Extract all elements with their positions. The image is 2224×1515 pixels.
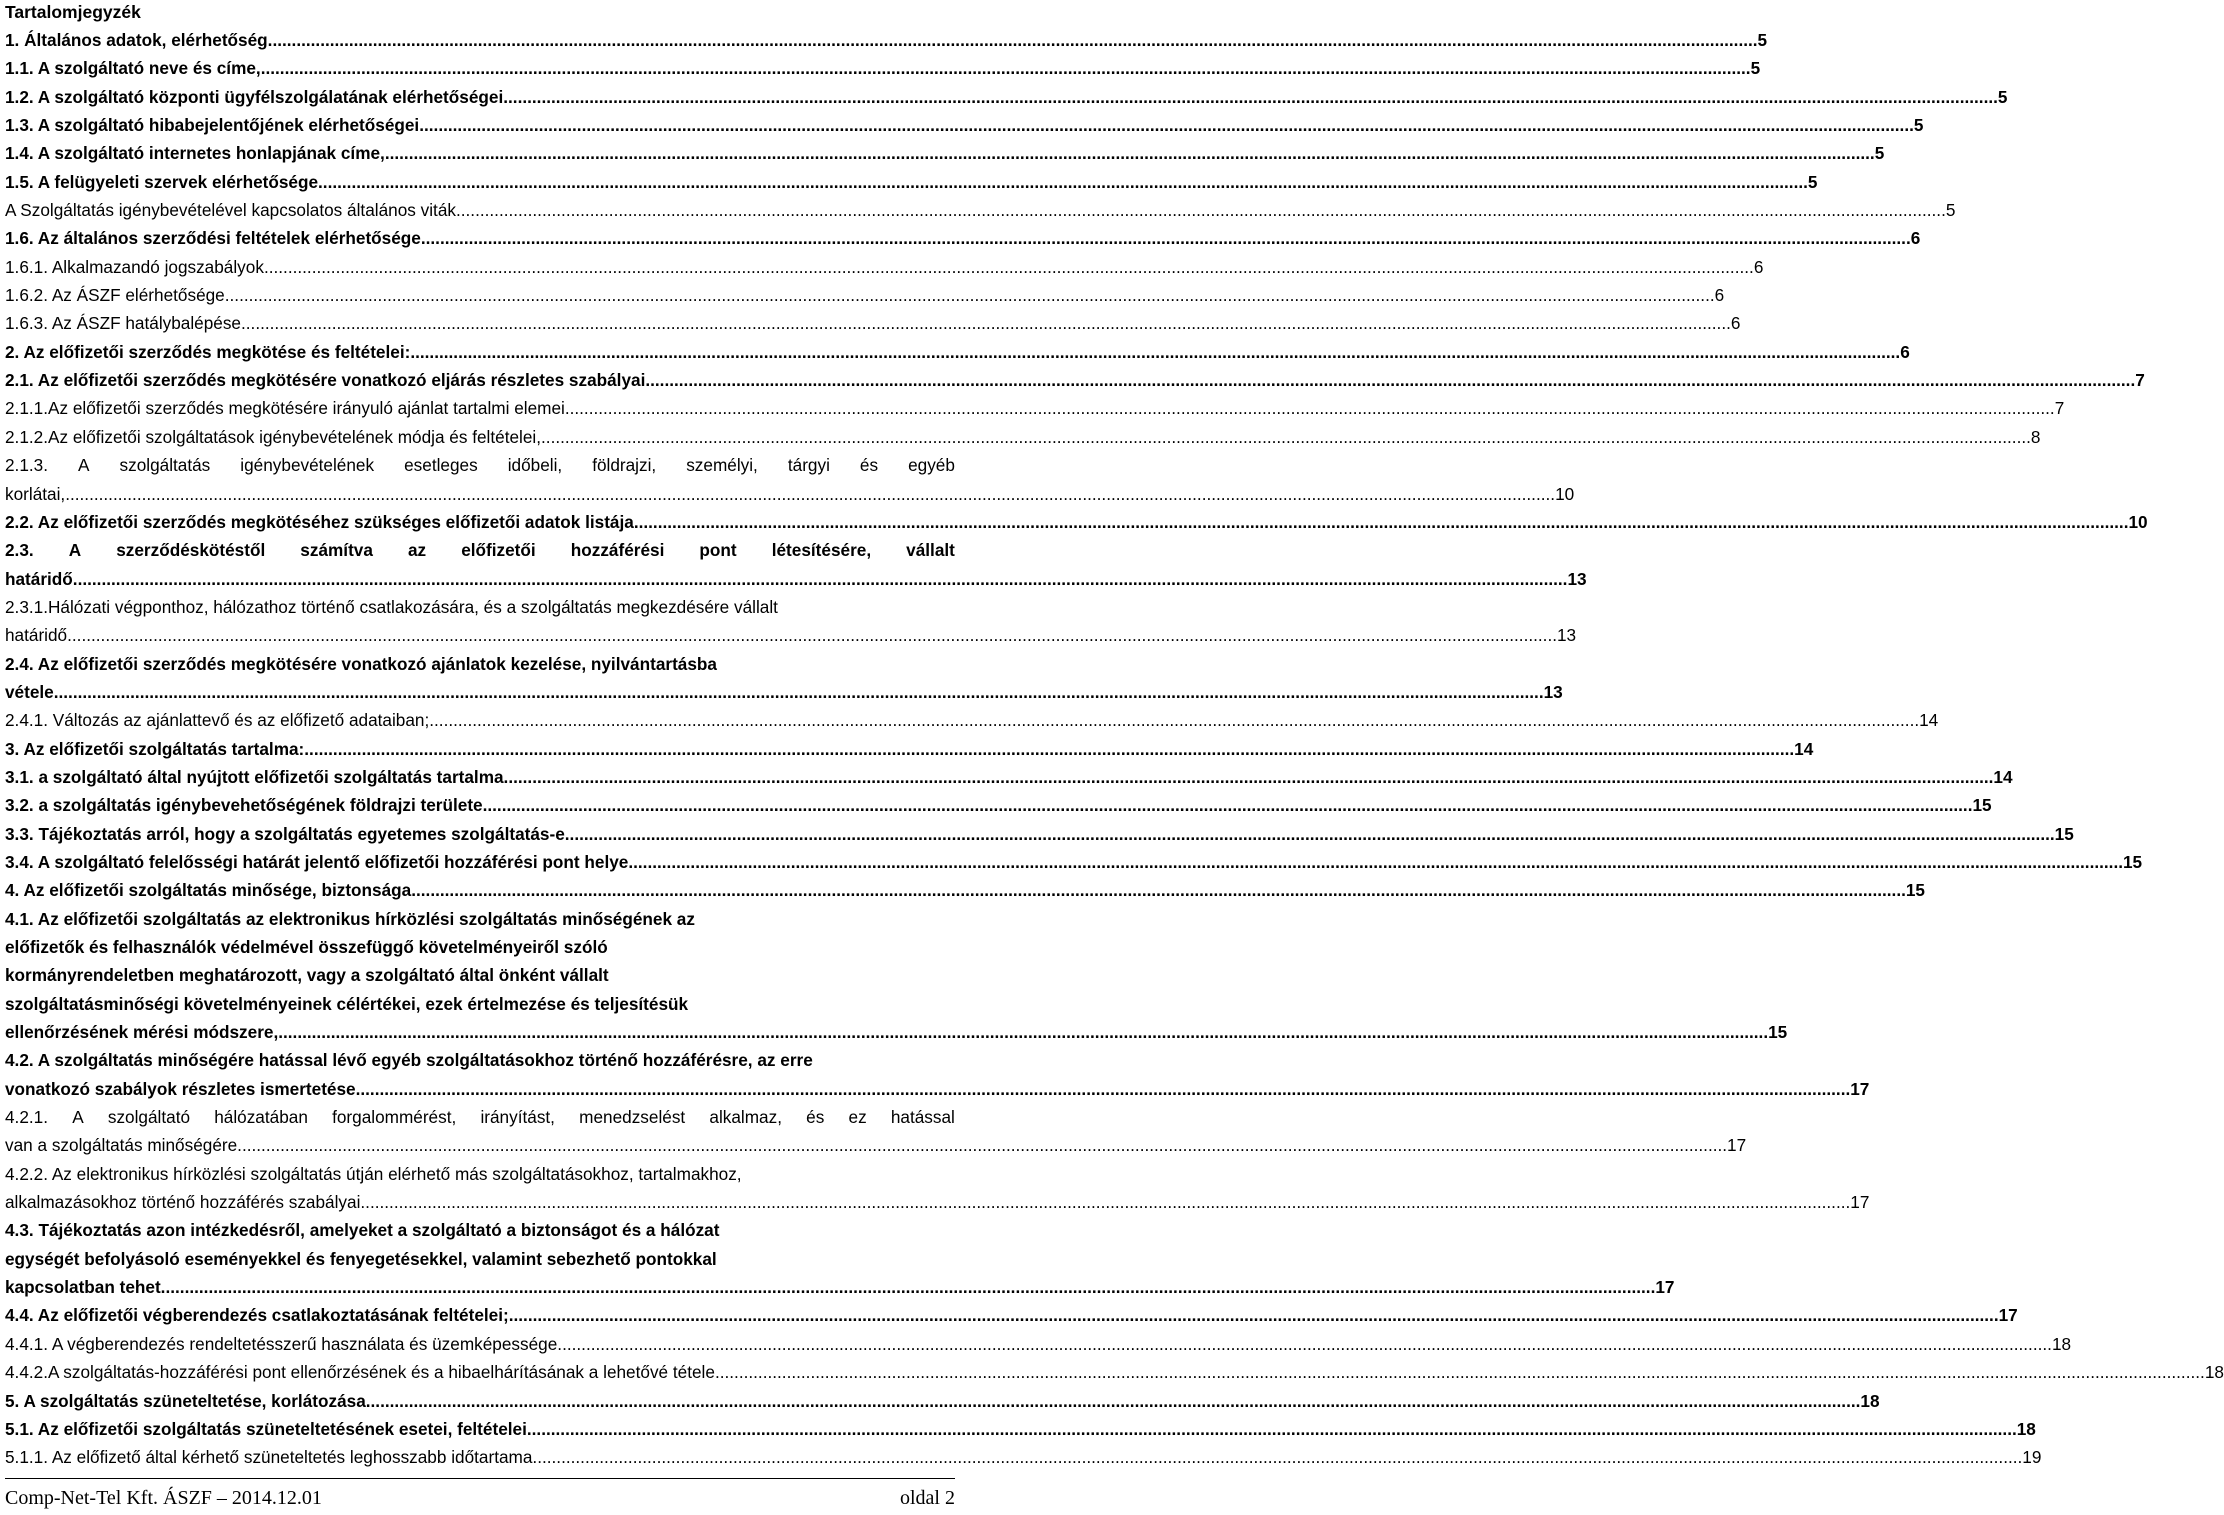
toc-leader-dots xyxy=(508,83,1998,111)
toc-entry-page: 5 xyxy=(1913,115,1924,136)
toc-entry-title: határidő xyxy=(5,625,68,646)
toc-leader-dots xyxy=(371,1387,1861,1415)
toc-entry-page: 15 xyxy=(1768,1022,1788,1043)
toc-entry-line: előfizetők és felhasználók védelmével összefüggő követelményeiről szóló xyxy=(5,937,608,957)
toc-entry[interactable] xyxy=(5,820,2074,848)
footer-company: Comp-Net-Tel Kft. ÁSZF – 2014.12.01 xyxy=(5,1487,322,1509)
toc-entry-title: korlátai, xyxy=(5,483,66,504)
toc-entry[interactable] xyxy=(5,54,1761,82)
toc-entry-title: 1.5. A felügyeleti szervek elérhetősége xyxy=(5,171,319,192)
toc-entry-page: 17 xyxy=(1850,1078,1870,1099)
toc-entry-title: határidő. xyxy=(5,568,78,589)
toc-entry-title: 4. Az előfizetői szolgáltatás minősége, biztonsága. xyxy=(5,880,416,901)
toc-entry-continuation[interactable] xyxy=(5,565,1587,593)
toc-list xyxy=(5,26,2224,1472)
toc-entry-line[interactable] xyxy=(5,593,955,621)
toc-leader-dots xyxy=(532,1443,2022,1471)
toc-entry[interactable] xyxy=(5,1330,2072,1358)
toc-entry-title: 4.4.2.A szolgáltatás-hozzáférési pont ellenőrzésének és a hibaelhárításának a lehetővé tétele xyxy=(5,1362,715,1383)
toc-entry-word: A xyxy=(78,455,90,476)
toc-leader-dots xyxy=(268,26,1758,54)
toc-title: Tartalomjegyzék xyxy=(5,2,141,22)
toc-entry-word: pont xyxy=(699,540,737,561)
toc-entry-title: 4.4.1. A végberendezés rendeltetésszerű használata és üzemképessége. xyxy=(5,1333,563,1354)
toc-entry-line[interactable] xyxy=(5,1216,955,1244)
toc-entry[interactable] xyxy=(5,706,1939,734)
toc-entry-word: 2.1.3. xyxy=(5,455,49,476)
toc-entry-word: tárgyi xyxy=(787,455,830,476)
toc-entry-line: kormányrendeletben meghatározott, vagy a szolgáltató által önként vállalt xyxy=(5,965,609,986)
toc-leader-dots xyxy=(65,480,1555,508)
toc-entry-title: 1.6.1. Alkalmazandó jogszabályok xyxy=(5,256,264,277)
toc-entry-page: 6 xyxy=(1900,341,1910,362)
toc-entry-page: 5 xyxy=(1997,86,2008,107)
toc-leader-dots xyxy=(304,735,1794,763)
toc-entry-page: 10 xyxy=(2128,511,2148,532)
toc-leader-dots xyxy=(715,1358,2205,1386)
toc-entry-title: 3. Az előfizetői szolgáltatás tartalma: xyxy=(5,738,305,759)
toc-entry-word: időbeli, xyxy=(507,455,563,476)
toc-entry[interactable] xyxy=(5,1443,2042,1471)
toc-entry-page: 14 xyxy=(1993,766,2013,787)
toc-entry-page: 5 xyxy=(1757,30,1768,50)
toc-entry-word: szolgáltatás xyxy=(119,455,211,476)
toc-leader-dots xyxy=(225,281,1715,309)
toc-entry[interactable] xyxy=(5,338,1910,366)
toc-entry-word: személyi, xyxy=(686,455,758,476)
toc-entry-line: szolgáltatásminőségi követelményeinek célértékei, ezek értelmezése és teljesítésük xyxy=(5,993,689,1014)
toc-leader-dots xyxy=(541,423,2031,451)
toc-entry-page: 14 xyxy=(1919,710,1939,731)
toc-entry-page: 15 xyxy=(2054,823,2074,844)
toc-entry-word: 2.3. xyxy=(5,540,34,561)
toc-entry-page: 17 xyxy=(1655,1277,1675,1298)
toc-entry-title: 2.3.1.Hálózati végponthoz, hálózathoz történő csatlakozására, és a szolgáltatás megkezdésére vállalt xyxy=(5,596,778,617)
toc-entry-title: 2.1.1.Az előfizetői szerződés megkötésére irányuló ajánlat tartalmi elemei xyxy=(5,398,565,419)
toc-leader-dots xyxy=(261,54,1751,82)
toc-entry-page: 18 xyxy=(2204,1362,2224,1383)
toc-entry-title: A Szolgáltatás igénybevételével kapcsolatos általános viták xyxy=(5,200,456,221)
toc-entry-page: 6 xyxy=(1910,228,1921,249)
toc-entry-page: 7 xyxy=(2054,398,2065,419)
toc-entry-continuation[interactable] xyxy=(5,1018,1788,1046)
toc-leader-dots xyxy=(456,196,1946,224)
toc-entry-line[interactable] xyxy=(5,905,955,933)
page-footer xyxy=(5,1485,955,1511)
toc-leader-dots xyxy=(565,394,2055,422)
toc-entry-word: egyéb xyxy=(908,455,955,476)
toc-entry[interactable] xyxy=(5,281,1725,309)
toc-entry-word: szerződéskötéstől xyxy=(116,540,266,561)
toc-entry-title: alkalmazásokhoz történő hozzáférés szabályai xyxy=(5,1192,361,1213)
toc-entry-word: alkalmaz, xyxy=(709,1107,782,1128)
toc-entry[interactable] xyxy=(5,111,1924,139)
toc-entry[interactable] xyxy=(5,876,1925,904)
toc-entry-page: 18 xyxy=(2016,1418,2036,1439)
toc-entry[interactable] xyxy=(5,168,1818,196)
toc-entry-title: 4.3. Tájékoztatás azon intézkedésről, amelyeket a szolgáltató a biztonságot és a hálózat xyxy=(5,1220,720,1241)
toc-entry-word: hozzáférési xyxy=(570,540,665,561)
toc-entry[interactable] xyxy=(5,848,2143,876)
toc-entry-page: 5 xyxy=(1750,58,1761,79)
toc-entry-word: irányítást, xyxy=(480,1107,555,1128)
toc-entry-title: 1. Általános adatok, elérhetőség xyxy=(5,30,268,50)
toc-entry-line[interactable] xyxy=(5,1160,955,1188)
toc-entry-word: A xyxy=(72,1107,84,1128)
toc-entry-word: A xyxy=(68,540,82,561)
toc-leader-dots xyxy=(237,1131,1727,1159)
toc-entry[interactable] xyxy=(5,224,1921,252)
toc-entry-page: 13 xyxy=(1557,625,1577,646)
toc-entry-continuation[interactable] xyxy=(5,1188,1870,1216)
toc-entry[interactable] xyxy=(5,394,2065,422)
toc-entry-word: hatással xyxy=(890,1107,955,1128)
toc-leader-dots xyxy=(483,791,1973,819)
toc-entry-title: 2.4. Az előfizetői szerződés megkötésére vonatkozó ajánlatok kezelése, nyilvántartásba xyxy=(5,653,717,674)
toc-entry-title: 1.6.3. Az ÁSZF hatálybalépése xyxy=(5,313,241,334)
toc-entry[interactable] xyxy=(5,763,2013,791)
toc-entry-word: esetleges xyxy=(404,455,478,476)
toc-leader-dots xyxy=(421,224,1911,252)
toc-entry-word: létesítésére, xyxy=(771,540,872,561)
toc-entry-word: és xyxy=(806,1107,825,1128)
toc-entry-page: 17 xyxy=(1998,1305,2018,1326)
toc-entry-line[interactable] xyxy=(5,536,955,564)
toc-entry-page: 15 xyxy=(1972,795,1992,816)
toc-entry-continuation[interactable] xyxy=(5,678,1563,706)
toc-entry-word: vállalt xyxy=(906,540,955,561)
toc-entry-page: 7 xyxy=(2135,370,2145,391)
toc-entry[interactable] xyxy=(5,423,2041,451)
toc-entry-title: 1.1. A szolgáltató neve és címe, xyxy=(5,58,261,79)
toc-entry-page: 18 xyxy=(1860,1390,1880,1411)
toc-entry-title: 5. A szolgáltatás szüneteltetése, korlátozása. xyxy=(5,1390,371,1411)
toc-entry[interactable] xyxy=(5,83,2008,111)
toc-leader-dots xyxy=(360,1075,1850,1103)
toc-entry-word: és xyxy=(859,455,879,476)
toc-leader-dots xyxy=(241,309,1731,337)
toc-entry-title: 1.3. A szolgáltató hibabejelentőjének elérhetőségei. xyxy=(5,115,424,136)
footer-page-number: oldal 2 xyxy=(900,1487,955,1509)
toc-entry-word: 4.2.1. xyxy=(5,1107,49,1128)
toc-entry-title: ellenőrzésének mérési módszere, xyxy=(5,1022,279,1043)
toc-entry-title: 4.4. Az előfizetői végberendezés csatlakoztatásának feltételei; xyxy=(5,1305,509,1326)
toc-entry[interactable] xyxy=(5,1387,1880,1415)
toc-entry-page: 18 xyxy=(2051,1333,2072,1354)
toc-entry-page: 13 xyxy=(1543,681,1563,702)
toc-leader-dots xyxy=(509,1301,1999,1329)
toc-entry-title: 2.4.1. Változás az ajánlattevő és az előfizető adataiban; xyxy=(5,710,430,731)
toc-entry-page: 6 xyxy=(1714,285,1725,306)
toc-entry-page: 14 xyxy=(1794,738,1814,759)
toc-entry-title: 1.2. A szolgáltató központi ügyfélszolgálatának elérhetőségei. xyxy=(5,86,509,107)
toc-entry-title: 2.2. Az előfizetői szerződés megkötéséhez szükséges előfizetői adatok listája. xyxy=(5,511,639,532)
toc-leader-dots xyxy=(67,621,1557,649)
toc-entry[interactable] xyxy=(5,508,2148,536)
toc-entry-title: kapcsolatban tehet. xyxy=(5,1277,166,1298)
toc-leader-dots xyxy=(360,1188,1850,1216)
toc-leader-dots xyxy=(504,763,1994,791)
toc-entry-word: menedzselést xyxy=(579,1107,686,1128)
toc-entry[interactable] xyxy=(5,196,1956,224)
toc-entry[interactable] xyxy=(5,26,1768,54)
toc-entry-title: van a szolgáltatás minőségére xyxy=(5,1135,238,1156)
toc-entry-word: számítva xyxy=(300,540,373,561)
toc-entry-page: 19 xyxy=(2022,1447,2042,1468)
toc-entry[interactable] xyxy=(5,253,1764,281)
toc-leader-dots xyxy=(429,706,1919,734)
toc-entry-page: 6 xyxy=(1753,256,1764,277)
toc-leader-dots xyxy=(410,338,1900,366)
toc-leader-dots xyxy=(385,139,1875,167)
toc-leader-dots xyxy=(318,168,1808,196)
toc-entry-title: 3.2. a szolgáltatás igénybevehetőségének földrajzi területe xyxy=(5,795,483,816)
toc-entry-page: 17 xyxy=(1727,1135,1747,1156)
toc-entry-continuation[interactable] xyxy=(5,621,1577,649)
toc-entry-title: 1.6.2. Az ÁSZF elérhetősége xyxy=(5,285,225,306)
toc-entry[interactable] xyxy=(5,735,1814,763)
footer-divider xyxy=(5,1478,955,1479)
toc-entry-line[interactable] xyxy=(5,451,955,479)
toc-entry-page: 10 xyxy=(1555,483,1575,504)
toc-entry-title: 5.1. Az előfizetői szolgáltatás szüneteltetésének esetei, feltételei xyxy=(5,1418,527,1439)
toc-entry-word: ez xyxy=(848,1107,867,1128)
toc-entry[interactable] xyxy=(5,139,1885,167)
toc-leader-dots xyxy=(639,508,2129,536)
toc-entry[interactable] xyxy=(5,1358,2224,1386)
toc-entry-page: 5 xyxy=(1874,143,1885,164)
toc-leader-dots xyxy=(565,820,2055,848)
toc-entry-word: szolgáltató xyxy=(107,1107,191,1128)
toc-entry[interactable] xyxy=(5,1415,2036,1443)
toc-leader-dots xyxy=(645,366,2135,394)
toc-entry-title: 2.1. Az előfizetői szerződés megkötésére vonatkozó eljárás részletes szabályai xyxy=(5,370,646,391)
toc-entry-page: 15 xyxy=(1905,880,1925,901)
toc-entry-title: 1.6. Az általános szerződési feltételek elérhetősége xyxy=(5,228,421,249)
toc-leader-dots xyxy=(527,1415,2017,1443)
toc-entry-page: 15 xyxy=(2123,851,2143,872)
toc-entry-title: 3.1. a szolgáltató által nyújtott előfizetői szolgáltatás tartalma xyxy=(5,766,504,787)
toc-entry-title: vonatkozó szabályok részletes ismertetése. xyxy=(5,1078,361,1099)
toc-entry[interactable] xyxy=(5,309,1741,337)
toc-entry-word: hálózatában xyxy=(214,1107,308,1128)
toc-entry-page: 13 xyxy=(1567,568,1587,589)
toc-entry-page: 6 xyxy=(1730,313,1741,334)
toc-entry-continuation[interactable] xyxy=(5,1273,1675,1301)
toc-entry-title: 2.1.2.Az előfizetői szolgáltatások igénybevételének módja és feltételei, xyxy=(5,426,542,447)
toc-entry-line[interactable] xyxy=(5,1103,955,1131)
toc-entry-title: 5.1.1. Az előfizető által kérhető szüneteltetés leghosszabb időtartama xyxy=(5,1447,533,1468)
toc-entry-page: 5 xyxy=(1945,200,1956,221)
toc-leader-dots xyxy=(562,1330,2052,1358)
toc-leader-dots xyxy=(264,253,1754,281)
toc-entry-title: 4.2.2. Az elektronikus hírközlési szolgáltatás útján elérhető más szolgáltatásokhoz, tartalmakhoz, xyxy=(5,1163,742,1184)
toc-leader-dots xyxy=(54,678,1544,706)
toc-entry-line: egységét befolyásoló eseményekkel és fenyegetésekkel, valamint sebezhető pontokkal xyxy=(5,1248,717,1269)
toc-entry-page: 5 xyxy=(1807,171,1818,192)
toc-entry-continuation[interactable] xyxy=(5,480,1575,508)
toc-entry-word: az xyxy=(407,540,427,561)
toc-entry-word: földrajzi, xyxy=(592,455,657,476)
toc-entry[interactable] xyxy=(5,1301,2018,1329)
toc-entry-title: 1.4. A szolgáltató internetes honlapjának címe, xyxy=(5,143,385,164)
toc-entry[interactable] xyxy=(5,791,1992,819)
toc-leader-dots xyxy=(78,565,1568,593)
toc-entry-continuation[interactable] xyxy=(5,1075,1870,1103)
toc-entry-word: igénybevételének xyxy=(240,455,375,476)
toc-entry-word: előfizetői xyxy=(461,540,536,561)
toc-entry-title: 4.2. A szolgáltatás minőségére hatással lévő egyéb szolgáltatásokhoz történő hozzáférésre, az erre xyxy=(5,1050,813,1071)
toc-entry-title: 4.1. Az előfizetői szolgáltatás az elektronikus hírközlési szolgáltatás minőségének az xyxy=(5,908,695,929)
toc-entry[interactable] xyxy=(5,366,2145,394)
toc-leader-dots xyxy=(165,1273,1655,1301)
toc-entry-continuation[interactable] xyxy=(5,1131,1747,1159)
toc-leader-dots xyxy=(633,848,2123,876)
toc-entry-title: 3.3. Tájékoztatás arról, hogy a szolgáltatás egyetemes szolgáltatás-e xyxy=(5,823,565,844)
toc-leader-dots xyxy=(278,1018,1768,1046)
toc-entry-page: 8 xyxy=(2030,426,2041,447)
toc-entry-title: vétele xyxy=(5,681,54,702)
toc-leader-dots xyxy=(416,876,1906,904)
toc-entry-line[interactable] xyxy=(5,1046,955,1074)
toc-entry-page: 17 xyxy=(1850,1192,1870,1213)
toc-entry-line[interactable] xyxy=(5,650,955,678)
toc-entry-title: 2. Az előfizetői szerződés megkötése és feltételei: xyxy=(5,341,411,362)
toc-entry-title: 3.4. A szolgáltató felelősségi határát jelentő előfizetői hozzáférési pont helye. xyxy=(5,851,634,872)
toc-entry-word: forgalommérést, xyxy=(332,1107,457,1128)
toc-leader-dots xyxy=(424,111,1914,139)
